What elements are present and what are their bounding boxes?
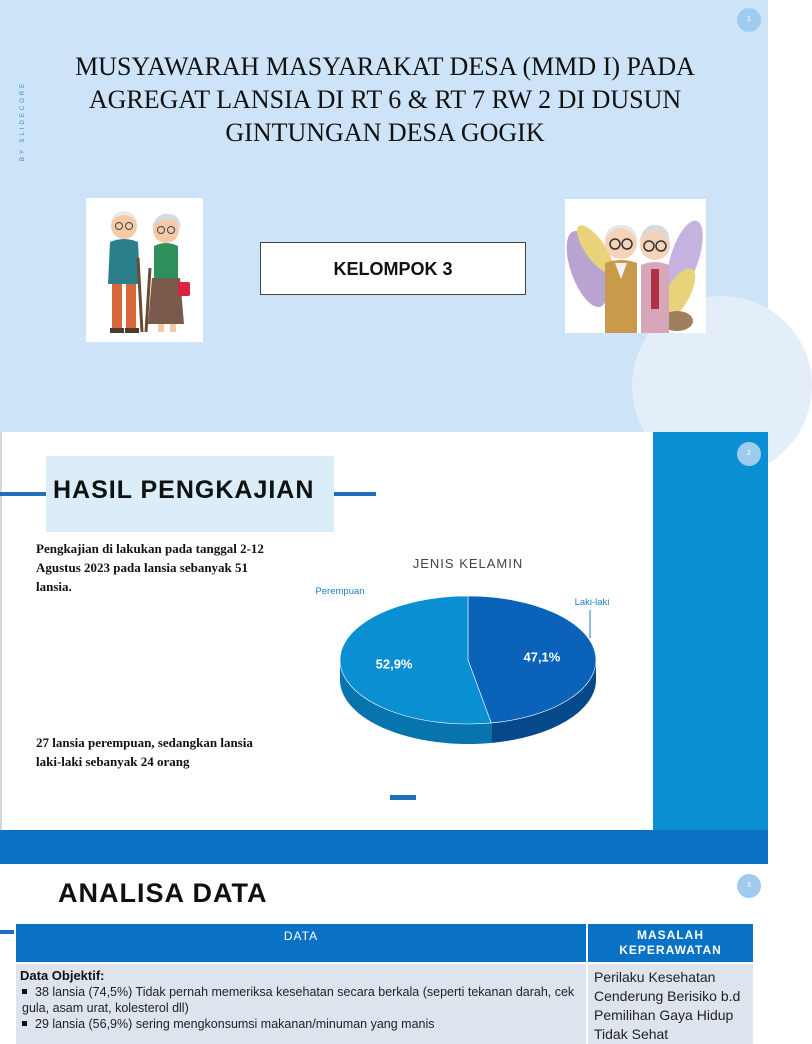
- title-marker: [0, 930, 14, 934]
- data-label-laki-laki: 47,1%: [523, 649, 561, 665]
- page-number-badge: 1: [737, 8, 761, 32]
- slide-3: [0, 864, 768, 1042]
- category-label-laki-laki: Laki-laki: [574, 597, 610, 608]
- nursing-problem-text: Perilaku Kesehatan Cenderung Berisiko b.d Pemilihan Gaya Hidup Tidak Sehat: [594, 969, 741, 1042]
- list-item: 29 lansia (56,9%) sering mengkonsumsi makanan/minuman yang manis: [22, 1016, 577, 1032]
- slide-title: MUSYAWARAH MASYARAKAT DESA (MMD I) PADA AGREGAT LANSIA DI RT 6 & RT 7 RW 2 DI DUSUN GINTUNGAN DESA GOGIK: [75, 52, 695, 147]
- bullet-icon: [22, 1021, 27, 1026]
- title-divider-right: [334, 492, 376, 496]
- slide-1: [0, 0, 768, 432]
- table-cell-data: [16, 964, 586, 1044]
- title-divider-left: [0, 492, 48, 496]
- bullet-icon: [22, 989, 27, 994]
- bottom-accent-bar: [0, 830, 768, 864]
- right-accent-bar: [653, 432, 768, 830]
- table-header-data: DATA: [16, 924, 586, 962]
- section-title: HASIL PENGKAJIAN: [53, 476, 315, 504]
- list-item: 38 lansia (74,5%) Tidak pernah memeriksa kesehatan secara berkala (seperti tekanan darah, cek gula, asam urat, kolesterol dll): [22, 985, 575, 1015]
- category-label-perempuan: Perempuan: [315, 586, 365, 597]
- page-number-badge: 2: [737, 442, 761, 466]
- table-header-masalah: MASALAH KEPERAWATAN: [588, 924, 753, 962]
- slide-2: [0, 432, 768, 864]
- side-credit: BY SLIDECORE: [20, 80, 26, 162]
- data-heading: Data Objektif:: [20, 968, 105, 983]
- elderly-couple-illustration-left: [86, 198, 203, 342]
- data-label-perempuan: 52,9%: [375, 656, 413, 672]
- page-number-badge: 3: [737, 874, 761, 898]
- table-cell-masalah: [588, 964, 753, 1044]
- slide-marker: [390, 795, 416, 800]
- group-label: KELOMPOK 3: [333, 259, 453, 279]
- elderly-couple-illustration-right: [565, 199, 706, 333]
- chart-title: JENIS KELAMIN: [412, 556, 524, 571]
- assessment-description: Pengkajian di lakukan pada tanggal 2-12 Agustus 2023 pada lansia sebanyak 51 lansia.: [36, 541, 264, 594]
- section-title: ANALISA DATA: [58, 878, 268, 908]
- gender-pie-chart: [300, 542, 640, 772]
- analysis-table: [16, 924, 753, 1042]
- group-label-box: [260, 242, 526, 295]
- gender-summary: 27 lansia perempuan, sedangkan lansia laki-laki sebanyak 24 orang: [36, 735, 253, 769]
